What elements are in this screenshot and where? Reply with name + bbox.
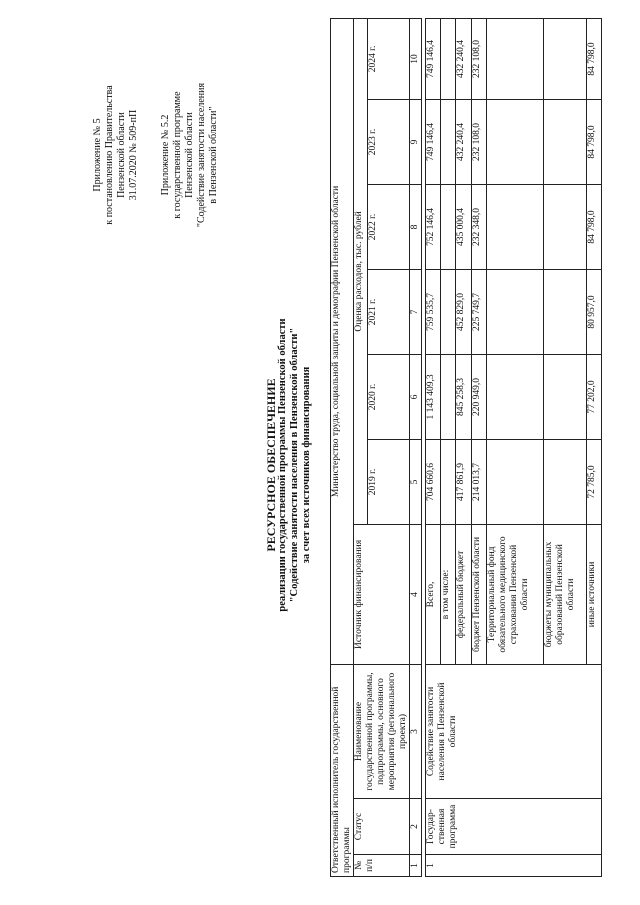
row-value [543,439,586,524]
appendix-5-2-line2: к государственной программе [172,91,183,219]
column-number: 7 [410,269,422,354]
title-line3: "Содействие занятости населения в Пензенской области" [289,327,300,603]
row-value: 214 013,7 [471,439,486,524]
row-value: 1 143 409,3 [426,354,441,439]
row-value: 704 660,6 [426,439,441,524]
title-line2: реализации государственной программы Пензенской области [277,318,288,612]
row-value [543,18,586,99]
appendix-5-2-line5: в Пензенской области" [208,106,219,204]
column-number: 8 [410,184,422,269]
row-value: 749 146,4 [426,99,441,184]
appendix-5-line3: Пензенской области [116,112,127,198]
row-value [543,184,586,269]
row-value: 749 146,4 [426,18,441,99]
row-value: 845 258,3 [456,354,471,439]
appendix-5-block [92,45,140,265]
header-no: № п/п [354,855,410,877]
resource-table [330,18,602,877]
column-number: 6 [410,354,422,439]
row-program-name: Содействие занятости населения в Пензенской области [426,664,602,798]
resource-table-wrap [330,19,602,877]
column-number: 9 [410,99,422,184]
row-value: 452 829,0 [456,269,471,354]
column-number: 3 [410,664,422,798]
row-source: Территориальный фонд обязательного медицинского страхования Пензенской области [486,524,543,664]
row-value [441,439,456,524]
row-value: 80 957,0 [586,269,601,354]
row-value: 225 749,7 [471,269,486,354]
row-number: 1 [426,855,602,877]
row-value: 752 146,4 [426,184,441,269]
row-value: 435 000,4 [456,184,471,269]
row-value [441,269,456,354]
appendix-5-2-line1: Приложение № 5.2 [160,114,171,196]
header-year: 2024 г. [368,18,410,99]
row-value: 759 535,7 [426,269,441,354]
row-source: иные источники [586,524,601,664]
row-value: 232 108,0 [471,18,486,99]
row-value [441,18,456,99]
row-value: 84 798,0 [586,99,601,184]
appendix-5-line4: 31.07.2020 № 509-пП [128,109,139,201]
row-value [486,18,543,99]
row-value [543,99,586,184]
row-value [486,354,543,439]
row-value [543,269,586,354]
appendix-5-2-line3: Пензенской области [184,112,195,198]
row-status: Государ-ственная программа [426,799,602,855]
document-title [265,205,313,725]
row-source: бюджеты муниципальных образований Пензенской области [543,524,586,664]
row-source: Всего, [426,524,441,664]
row-value [543,354,586,439]
table-row [426,18,441,876]
appendix-5-line2: к постановлению Правительства [104,85,115,225]
title-line1: РЕСУРСНОЕ ОБЕСПЕЧЕНИЕ [264,378,278,552]
header-year: 2023 г. [368,99,410,184]
row-value: 232 108,0 [471,99,486,184]
header-estimate: Оценка расходов, тыс. рублей [354,18,368,524]
row-value [441,354,456,439]
column-number: 1 [410,855,422,877]
row-value [486,184,543,269]
header-name: Наименование государственной программы, подпрограммы, основного мероприятия (регионального проекта) [354,664,410,798]
row-value: 432 240,4 [456,99,471,184]
header-year: 2019 г. [368,439,410,524]
appendix-5-2-block [160,30,220,280]
row-source: бюджет Пензенской области [471,524,486,664]
row-value [486,269,543,354]
row-value [486,99,543,184]
header-year: 2020 г. [368,354,410,439]
appendix-5-2-line4: "Содействие занятости населения [196,82,207,228]
appendix-5-line1: Приложение № 5 [92,118,103,192]
header-year: 2022 г. [368,184,410,269]
row-value [441,99,456,184]
row-value: 220 949,0 [471,354,486,439]
header-source: Источник финансирования [354,524,410,664]
row-value [441,184,456,269]
row-value: 417 861,9 [456,439,471,524]
column-number: 5 [410,439,422,524]
row-value [486,439,543,524]
column-number: 2 [410,799,422,855]
row-value: 72 785,0 [586,439,601,524]
row-value: 84 798,0 [586,18,601,99]
header-year: 2021 г. [368,269,410,354]
header-status: Статус [354,799,410,855]
row-value: 77 202,0 [586,354,601,439]
row-value: 432 240,4 [456,18,471,99]
column-number: 4 [410,524,422,664]
responsible-value: Министерство труда, социальной защиты и демографии Пензенской области [331,18,354,664]
title-line4: за счет всех источников финансирования [301,366,312,564]
responsible-label: Ответственный исполнитель государственной программы [331,664,354,876]
row-value: 84 798,0 [586,184,601,269]
column-number: 10 [410,18,422,99]
row-value: 232 348,0 [471,184,486,269]
row-source: федеральный бюджет [456,524,471,664]
row-source: в том числе: [441,524,456,664]
